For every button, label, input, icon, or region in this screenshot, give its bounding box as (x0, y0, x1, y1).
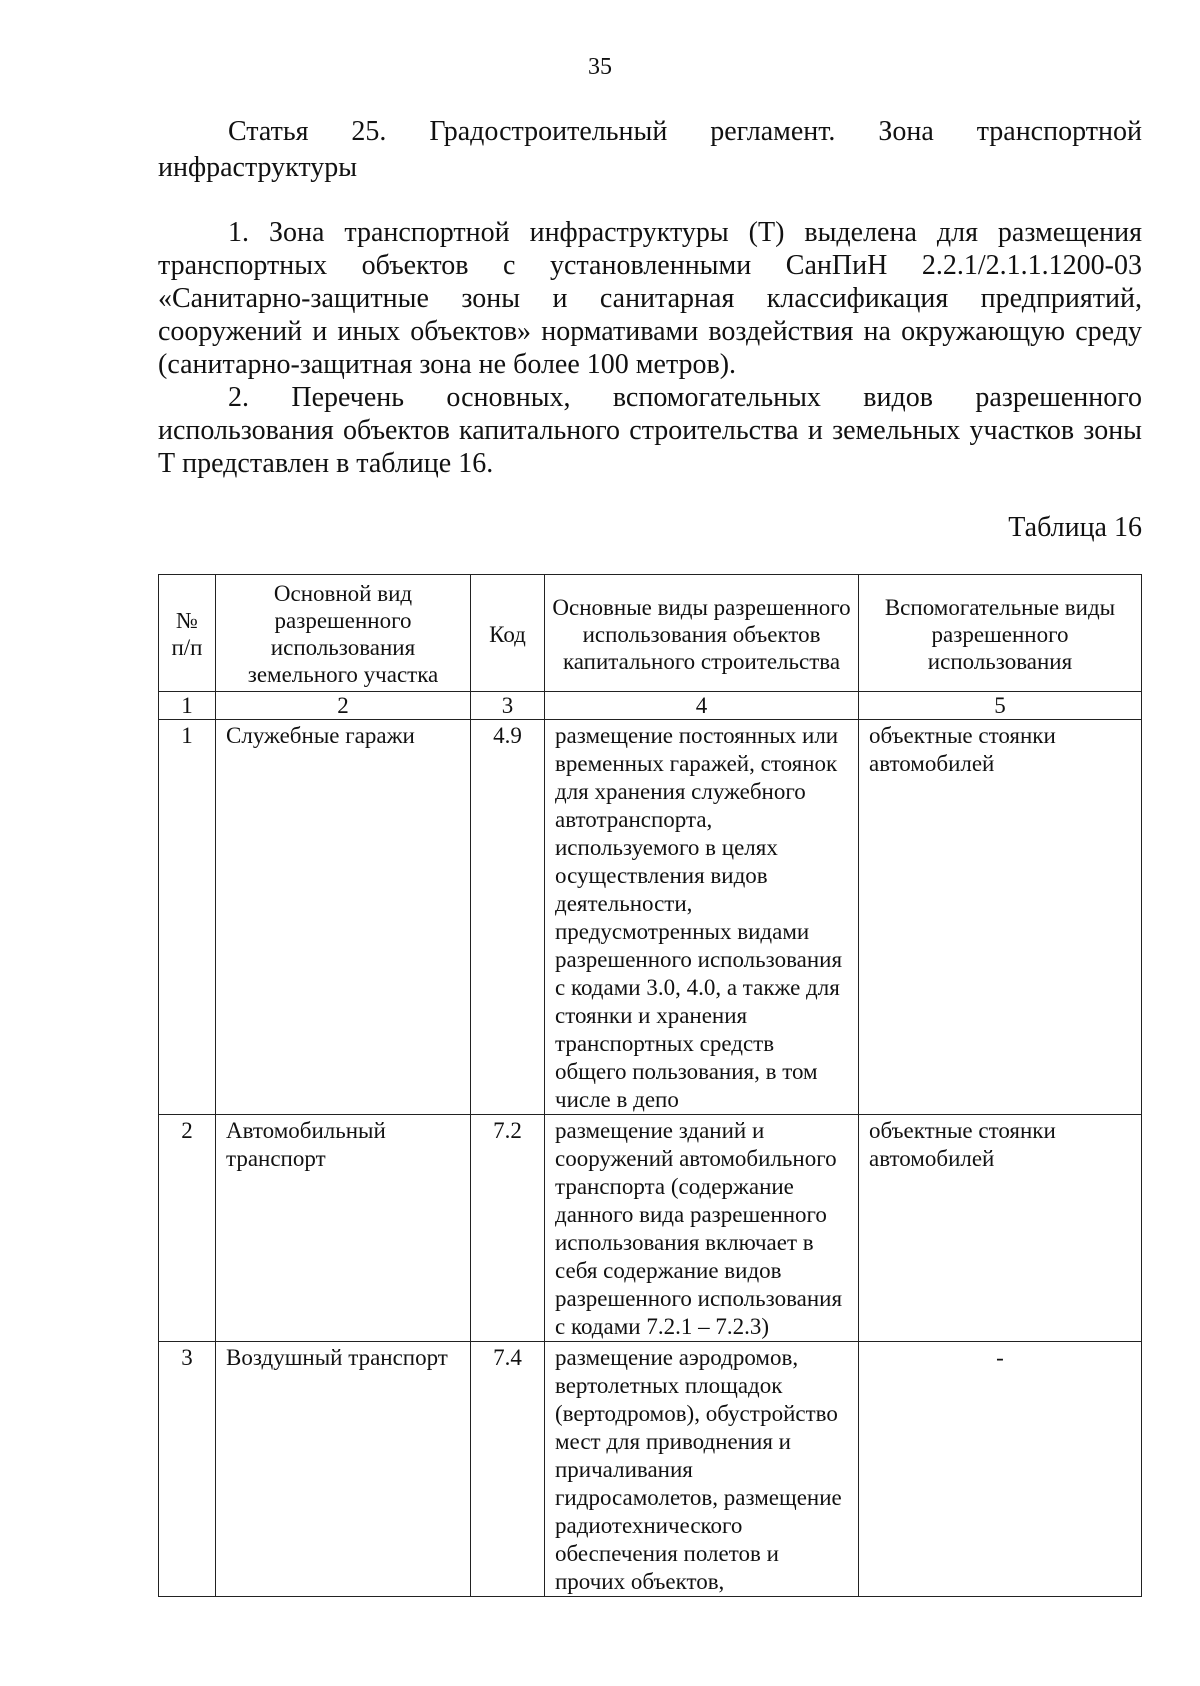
row-num: 2 (159, 1115, 216, 1342)
paragraph-2: 2. Перечень основных, вспомогательных видов разрешенного использования объектов капитального строительства и земельных участков зоны Т представлен в таблице 16. (158, 382, 1142, 479)
row-num: 3 (159, 1342, 216, 1597)
header-num: № п/п (159, 575, 216, 692)
page-number: 35 (588, 54, 612, 80)
heading-word: Зона (878, 116, 934, 147)
row-main-use: размещение аэродромов, вертолетных площадок (вертодромов), обустройство мест для приводнения и причаливания гидросамолетов, размещение радиотехнического обеспечения полетов и прочих объектов, (545, 1342, 859, 1597)
row-code: 7.4 (471, 1342, 545, 1597)
row-land-use: Воздушный транспорт (216, 1342, 471, 1597)
column-number: 2 (216, 692, 471, 720)
table-row (159, 720, 1142, 1115)
table-caption: Таблица 16 (1008, 512, 1142, 543)
row-code: 7.2 (471, 1115, 545, 1342)
header-main-use: Основные виды разрешенного использования объектов капитального строительства (545, 575, 859, 692)
header-code: Код (471, 575, 545, 692)
paragraph-1: 1. Зона транспортной инфраструктуры (Т) выделена для размещения транспортных объектов с установленными СанПиН 2.2.1/2.1.1.1200-03 «Санитарно-защитные зоны и санитарная классификация предприятий, сооружений и иных объектов» нормативами воздействия на окружающую среду (санитарно-защитная зона не более 100 метров). (158, 217, 1142, 380)
row-main-use: размещение зданий и сооружений автомобильного транспорта (содержание данного вида разрешенного использования включает в себя содержание видов разрешенного использования с кодами 7.2.1 – 7.2.3) (545, 1115, 859, 1342)
row-land-use: Служебные гаражи (216, 720, 471, 1115)
row-aux-use: - (859, 1342, 1142, 1597)
heading-word: Градостроительный (429, 116, 668, 147)
column-number-row (159, 692, 1142, 720)
heading-word: транспортной (976, 116, 1142, 147)
heading-word: Статья (228, 116, 309, 147)
row-aux-use: объектные стоянки автомобилей (859, 1115, 1142, 1342)
heading-word: регламент. (710, 116, 836, 147)
column-number: 1 (159, 692, 216, 720)
article-heading (158, 114, 1142, 186)
table-header-row (159, 575, 1142, 692)
column-number: 3 (471, 692, 545, 720)
row-num: 1 (159, 720, 216, 1115)
row-main-use: размещение постоянных или временных гаражей, стоянок для хранения служебного автотранспорта, используемого в целях осуществления видов деятельности, предусмотренных видами разрешенного использования с кодами 3.0, 4.0, а также для стоянки и хранения транспортных средств общего пользования, в том числе в депо (545, 720, 859, 1115)
header-aux-use: Вспомогательные виды разрешенного использования (859, 575, 1142, 692)
table-row (159, 1115, 1142, 1342)
regulation-table (158, 574, 1142, 1597)
row-aux-use: объектные стоянки автомобилей (859, 720, 1142, 1115)
row-land-use: Автомобильный транспорт (216, 1115, 471, 1342)
heading-line-2: инфраструктуры (158, 152, 358, 183)
heading-word: 25. (351, 116, 387, 147)
row-code: 4.9 (471, 720, 545, 1115)
header-land-use: Основной вид разрешенного использования земельного участка (216, 575, 471, 692)
column-number: 5 (859, 692, 1142, 720)
heading-line-1 (158, 114, 1142, 150)
table-row (159, 1342, 1142, 1597)
column-number: 4 (545, 692, 859, 720)
